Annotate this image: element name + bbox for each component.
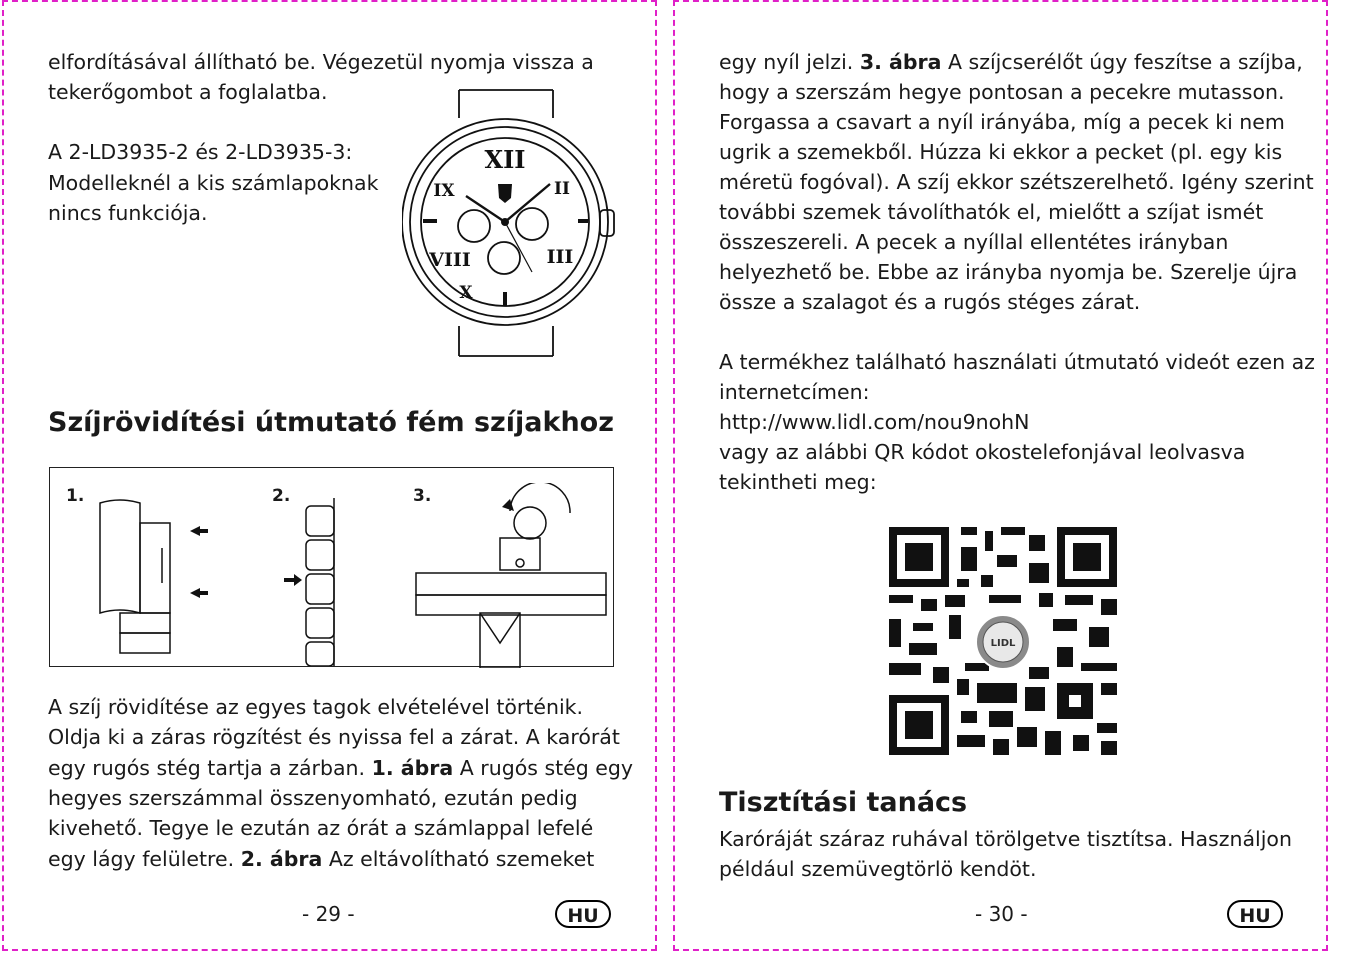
section-heading: Szíjrövidítési útmutató fém szíjakhoz bbox=[48, 407, 614, 438]
paragraph-line: Oldja ki a záras rögzítést és nyissa fel a zárat. A karórát bbox=[48, 725, 620, 749]
paragraph-line: A termékhez található használati útmutató videót ezen az bbox=[719, 350, 1315, 374]
paragraph-line: kivehető. Tegye le ezután az órát a számlappal lefelé bbox=[48, 816, 594, 840]
language-badge: HU bbox=[1227, 900, 1283, 928]
figure-ref-3: 3. ábra bbox=[859, 50, 942, 74]
paragraph-line: helyezhető be. Ebbe az irányba nyomja be. Szerelje újra bbox=[719, 260, 1298, 284]
paragraph-line: Forgassa a csavart a nyíl irányába, míg a pecek ki nem bbox=[719, 110, 1285, 134]
paragraph-line: internetcímen: bbox=[719, 380, 870, 404]
numeral-viii: VIII bbox=[429, 249, 471, 271]
figure-label-2: 2. bbox=[272, 486, 291, 506]
paragraph-line: hogy a szerszám hegye pontosan a pecekre mutasson. bbox=[719, 80, 1285, 104]
video-url: http://www.lidl.com/nou9nohN bbox=[719, 410, 1030, 434]
strap-figure bbox=[49, 467, 614, 667]
paragraph-line: összeszereli. A pecek a nyíllal ellentétes irányban bbox=[719, 230, 1229, 254]
figure-2-strap-links bbox=[280, 488, 370, 666]
paragraph-line: tekintheti meg: bbox=[719, 470, 877, 494]
page-number: - 29 - bbox=[302, 902, 355, 926]
paragraph-line: Karóráját száraz ruhával törölgetve tisztítsa. Használjon bbox=[719, 827, 1292, 851]
page-number: - 30 - bbox=[975, 902, 1028, 926]
paragraph-line: tekerőgombot a foglalatba. bbox=[48, 80, 328, 104]
paragraph-line: hegyes szerszámmal összenyomható, ezután pedig bbox=[48, 786, 578, 810]
numeral-x: X bbox=[459, 283, 473, 303]
numeral-ix: IX bbox=[433, 181, 455, 201]
numeral-ii: II bbox=[554, 179, 570, 199]
paragraph-line: vagy az alábbi QR kódot okostelefonjával leolvasva bbox=[719, 440, 1246, 464]
model-note-line: nincs funkciója. bbox=[48, 201, 208, 225]
figure-label-1: 1. bbox=[66, 486, 85, 506]
qr-code bbox=[889, 527, 1117, 755]
paragraph-line: további szemek távolíthatók el, mielőtt a szíjat ismét bbox=[719, 200, 1264, 224]
numeral-iii: III bbox=[546, 246, 574, 268]
figure-3-tool bbox=[410, 483, 610, 668]
page-left bbox=[2, 0, 657, 951]
paragraph-line: A szíj rövidítése az egyes tagok elvételével történik. bbox=[48, 695, 584, 719]
figure-label-3: 3. bbox=[413, 486, 432, 506]
paragraph-line: össze a szalagot és a rugós stéges zárat. bbox=[719, 290, 1141, 314]
paragraph-line: egy lágy felületre. 2. ábra Az eltávolítható szemeket bbox=[48, 847, 595, 871]
paragraph-line: méretü fogóval). A szíj ekkor szétszerelhető. Igény szerint bbox=[719, 170, 1314, 194]
paragraph-line: elfordításával állítható be. Végezetül nyomja vissza a bbox=[48, 50, 594, 74]
figure-ref-1: 1. ábra bbox=[371, 756, 454, 780]
page-right bbox=[673, 0, 1328, 951]
paragraph-line: egy rugós stég tartja a zárban. 1. ábra A rugós stég egy bbox=[48, 756, 634, 780]
numeral-xii: XII bbox=[484, 145, 526, 174]
qr-logo: LIDL bbox=[990, 638, 1016, 649]
figure-1-clasp bbox=[90, 493, 210, 665]
model-note-title: A 2-LD3935-2 és 2-LD3935-3: bbox=[48, 140, 353, 164]
watch-illustration bbox=[402, 86, 617, 361]
figure-ref-2: 2. ábra bbox=[240, 847, 323, 871]
section-heading: Tisztítási tanács bbox=[719, 787, 968, 818]
model-note-line: Modelleknél a kis számlapoknak bbox=[48, 171, 379, 195]
paragraph-line: ugrik a szemekből. Húzza ki ekkor a pecket (pl. egy kis bbox=[719, 140, 1283, 164]
paragraph-line: például szemüvegtörlö kendöt. bbox=[719, 857, 1037, 881]
paragraph-line: egy nyíl jelzi. 3. ábra A szíjcserélőt úgy feszítse a szíjba, bbox=[719, 50, 1303, 74]
language-badge: HU bbox=[555, 900, 611, 928]
